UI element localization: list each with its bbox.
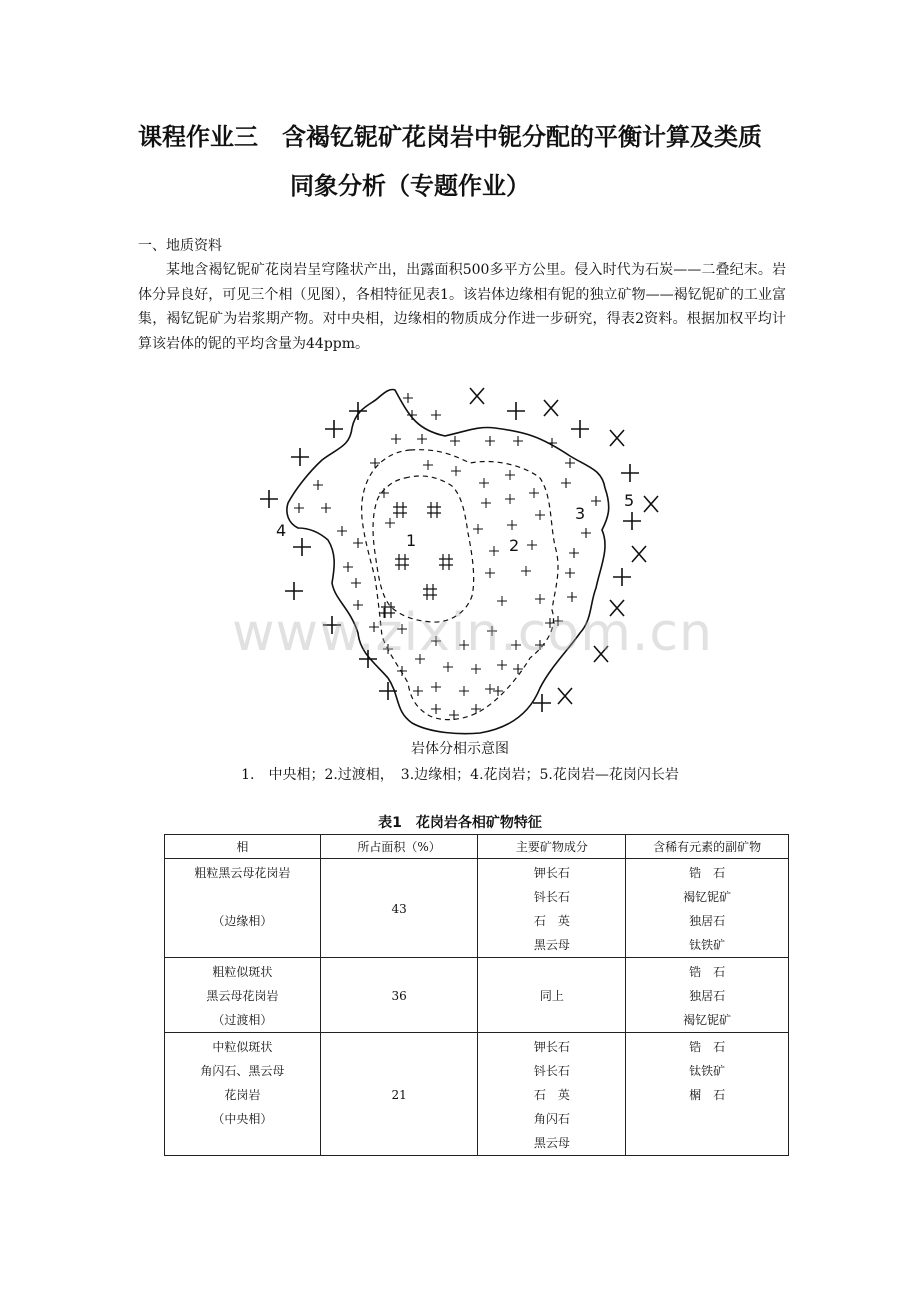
phase-line: 花岗岩 <box>224 1088 261 1102</box>
col-header-minerals: 主要矿物成分 <box>478 835 626 859</box>
figure-legend: 1. 中央相；2.过渡相， 3.边缘相；4.花岗岩；5.花岗岩—花岗闪长岩 <box>241 767 679 783</box>
accessory-cell <box>626 958 789 1033</box>
facies-label-1: 1 <box>406 531 417 550</box>
phase-line: 中粒似斑状 <box>212 1040 273 1054</box>
mineral-table <box>164 834 789 1156</box>
phase-line: （边缘相） <box>212 914 273 928</box>
section-heading: 一、地质资料 <box>138 238 222 254</box>
phase-line <box>165 885 320 909</box>
facies-label-4: 4 <box>276 521 287 540</box>
phase-line: 黑云母花岗岩 <box>206 989 279 1003</box>
central-facies-symbols <box>381 502 453 618</box>
table-header-row <box>165 835 789 859</box>
accessory-item: 独居石 <box>689 989 726 1003</box>
mineral-item: 石 英 <box>533 914 570 928</box>
accessory-item: 独居石 <box>689 914 726 928</box>
accessory-item: 褐钇铌矿 <box>683 890 732 904</box>
phase-line: （过渡相） <box>212 1013 273 1027</box>
facies-label-5: 5 <box>624 491 635 510</box>
phase-line: 角闪石、黑云母 <box>200 1064 285 1078</box>
phase-line: 粗粒黑云母花岗岩 <box>194 866 291 880</box>
phase-cell <box>165 859 321 958</box>
area-cell: 36 <box>320 958 478 1033</box>
phase-line: 粗粒似斑状 <box>212 965 273 979</box>
area-cell: 21 <box>320 1033 478 1156</box>
mineral-item: 黑云母 <box>533 938 570 952</box>
accessory-item: 榍 石 <box>689 1088 726 1102</box>
mineral-item: 钾长石 <box>533 866 570 880</box>
outer-contact-line <box>287 389 609 733</box>
col-header-phase: 相 <box>165 835 321 859</box>
mineral-item: 石 英 <box>533 1088 570 1102</box>
mineral-item: 钾长石 <box>533 1040 570 1054</box>
col-header-accessory: 含稀有元素的副矿物 <box>626 835 789 859</box>
transition-boundary-dashed <box>362 450 558 720</box>
col-header-area: 所占面积（%） <box>320 835 478 859</box>
central-boundary-dashed <box>373 476 474 622</box>
table-row <box>165 1033 789 1156</box>
geology-paragraph: 某地含褐钇铌矿花岗岩呈穹隆状产出，出露面积500多平方公里。侵入时代为石炭——二叠纪末。岩体分异良好，可见三个相（见图），各相特征见表1。该岩体边缘相有铌的独立矿物——褐钇铌矿的工业富集，褐钇铌矿为岩浆期产物。对中央相，边缘相的物质成分作进一步研究，得表2资料。根据加权平均计算该岩体的铌的平均含量为44ppm。 <box>138 262 786 352</box>
minerals-cell <box>478 859 626 958</box>
accessory-item: 锆 石 <box>689 1040 726 1054</box>
accessory-item: 锆 石 <box>689 866 726 880</box>
mineral-item: 钭长石 <box>533 1064 570 1078</box>
phase-cell <box>165 958 321 1033</box>
facies-label-2: 2 <box>509 536 520 555</box>
minerals-cell <box>478 1033 626 1156</box>
area-cell: 43 <box>320 859 478 958</box>
figure-caption: 岩体分相示意图 <box>411 741 509 757</box>
phase-line: （中央相） <box>212 1112 273 1126</box>
mineral-item: 钭长石 <box>533 890 570 904</box>
mineral-item: 黑云母 <box>533 1136 570 1150</box>
page-title-line2: 同象分析（专题作业） <box>290 172 530 200</box>
accessory-cell <box>626 1033 789 1156</box>
mineral-item: 角闪石 <box>533 1112 570 1126</box>
minerals-cell: 同上 <box>478 958 626 1033</box>
facies-label-3: 3 <box>575 504 586 523</box>
page-title-line1: 课程作业三 含褐钇铌矿花岗岩中铌分配的平衡计算及类质 <box>138 123 762 151</box>
table-row <box>165 958 789 1033</box>
accessory-cell <box>626 859 789 958</box>
accessory-item: 钛铁矿 <box>689 938 726 952</box>
accessory-item: 钛铁矿 <box>689 1064 726 1078</box>
accessory-item: 褐钇铌矿 <box>683 1013 732 1027</box>
granite-symbols <box>260 388 658 712</box>
table-title: 表1 花岗岩各相矿物特征 <box>378 815 542 831</box>
accessory-item: 锆 石 <box>689 965 726 979</box>
table-row <box>165 859 789 958</box>
rock-facies-diagram <box>240 378 680 738</box>
phase-cell <box>165 1033 321 1156</box>
watermark: www.zixin.com.cn <box>232 603 713 663</box>
